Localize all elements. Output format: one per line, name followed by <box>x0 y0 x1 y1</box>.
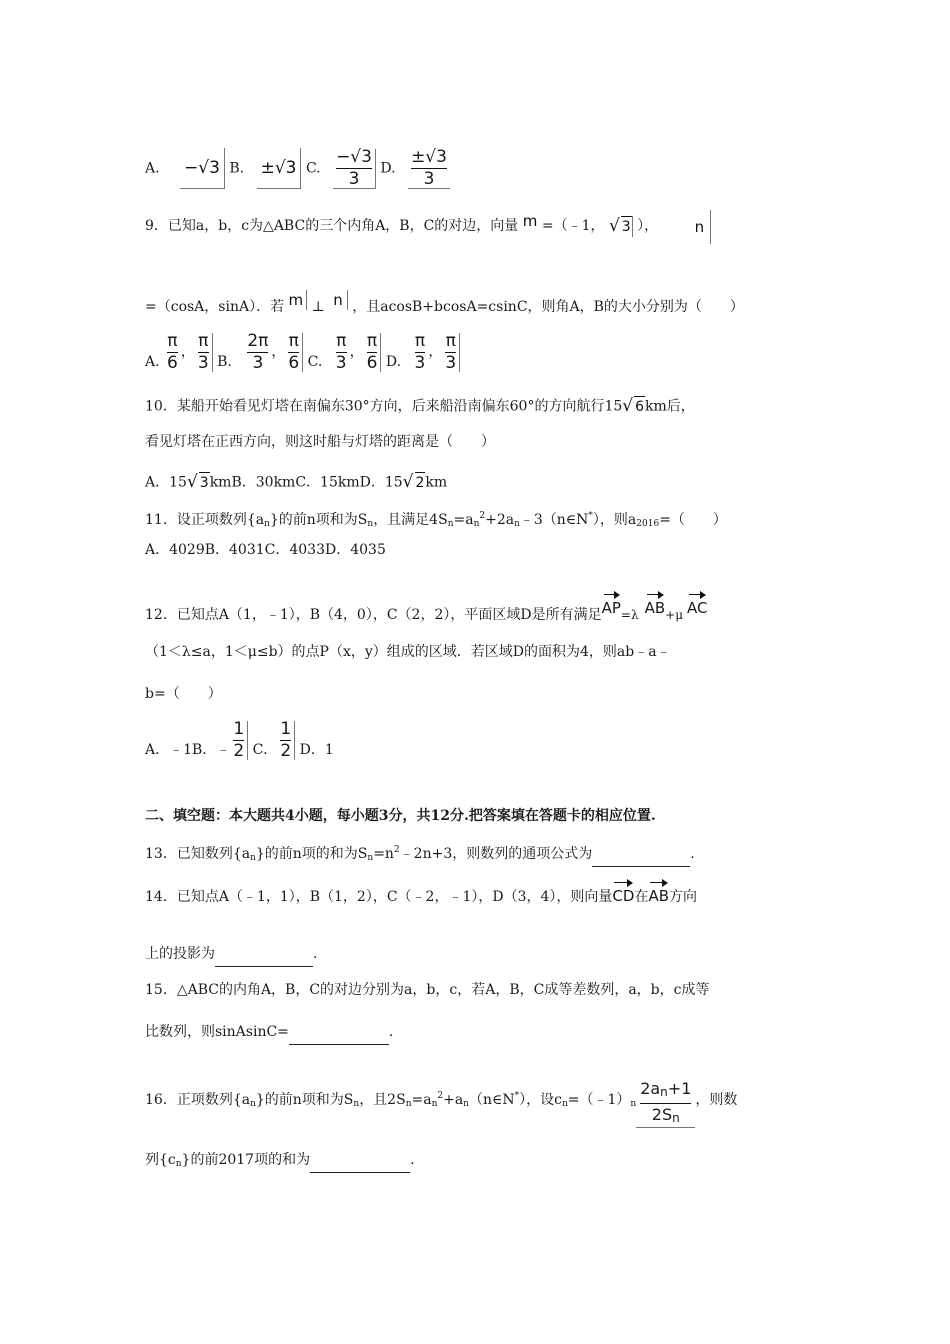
denominator: 3 <box>197 352 209 373</box>
sub-n: n <box>561 1099 568 1109</box>
q11-text: +2a <box>485 512 515 528</box>
q9-options-row <box>145 330 460 374</box>
q15-answer-blank[interactable] <box>289 1024 389 1045</box>
denominator: 6 <box>366 352 378 373</box>
vector-m-2: m <box>289 290 308 310</box>
q13-text: ﹣2n+3，则数列的通项公式为 <box>399 846 593 862</box>
q12-frac-b <box>230 718 248 761</box>
q9-option-a-label: A. <box>145 354 160 370</box>
q9-option-c-label: C. <box>307 354 323 370</box>
q12-opt-ab: A．﹣1B．﹣ <box>145 742 231 758</box>
denominator: 2 <box>233 740 245 761</box>
denominator: 3 <box>335 352 347 373</box>
comma: ， <box>180 344 195 360</box>
q16-text: ），设c <box>519 1092 562 1108</box>
vector-label: AB <box>644 599 666 617</box>
numerator: π <box>445 330 456 351</box>
q16-text: 16．正项数列{a <box>145 1092 251 1108</box>
q13-line <box>145 840 695 868</box>
q16-text: }的前n项和为S <box>255 1092 354 1108</box>
sup-star: * <box>514 1091 520 1101</box>
q8-option-d-fraction <box>408 146 450 189</box>
comma: ， <box>349 344 364 360</box>
q12-line-2 <box>145 642 671 662</box>
q8-option-b-value: ±√3 <box>257 148 302 189</box>
sub-n: n <box>250 1099 256 1109</box>
denominator: 3 <box>445 352 457 373</box>
q10-line-1 <box>145 396 695 417</box>
q9-text-2: =（﹣1， <box>541 218 605 234</box>
q11-line-1 <box>145 506 727 534</box>
q9-d-frac-1 <box>412 330 429 373</box>
q11-options <box>145 540 386 560</box>
q14-line-1 <box>145 880 697 907</box>
q12-line-3 <box>145 684 222 704</box>
radicand: 2 <box>415 472 426 493</box>
text: 2S <box>651 1105 673 1124</box>
q11-options-text: A．4029B．4031C．4033D．4035 <box>145 542 386 558</box>
sub-n: n <box>405 1099 412 1109</box>
q8-d-numerator: ±√3 <box>411 146 447 167</box>
q16-text: +a <box>443 1092 464 1108</box>
q9-d-frac-2 <box>442 330 460 373</box>
q9-c-frac-1 <box>333 330 350 373</box>
comma: ， <box>271 344 286 360</box>
q16-frac-numerator <box>640 1080 691 1101</box>
q8-options-row <box>145 148 450 188</box>
q16-text: ，且2S <box>359 1092 406 1108</box>
section-2-heading: 二、填空题：本大题共4小题，每小题3分，共12分.把答案填在答题卡的相应位置. <box>145 808 656 824</box>
sub-n: n <box>431 1099 438 1109</box>
q14-mid: 在 <box>634 889 649 905</box>
sub-n: n <box>367 853 374 863</box>
q9-text-3: ）， <box>637 218 659 234</box>
q13-text: }的前n项的和为S <box>255 846 368 862</box>
vector-label: AP <box>601 599 621 617</box>
q16-text: （n∈N <box>468 1092 515 1108</box>
q11-text: ，且满足4S <box>373 512 448 528</box>
vector-m: m <box>522 212 538 230</box>
q11-text: =（ ） <box>659 512 727 528</box>
q9-text-4: =（cosA，sinA）．若 <box>145 299 285 315</box>
q10-text-3: 看见灯塔在正西方向，则这时船与灯塔的距离是（ ） <box>145 434 495 450</box>
q11-text: }的前n项和为S <box>269 512 368 528</box>
vector-ab <box>645 592 666 618</box>
q8-option-d-label: D. <box>380 160 396 177</box>
comma: ， <box>428 344 443 360</box>
q11-text: =a <box>453 512 474 528</box>
q10-opt-d-end: km <box>425 474 448 491</box>
numerator: π <box>198 330 209 351</box>
q16-text: ，则数 <box>695 1092 738 1108</box>
q14-line-2 <box>145 944 317 967</box>
text: +1 <box>667 1079 692 1098</box>
q9-b-frac-2 <box>285 330 303 373</box>
q10-opt-a: A．15 <box>145 474 187 491</box>
vector-ap <box>602 592 621 618</box>
q12-text-2: （1＜λ≤a，1＜μ≤b）的点P（x，y）组成的区域．若区域D的面积为4，则ab﹣a﹣ <box>145 644 671 660</box>
q14-text-2: 方向 <box>669 889 697 905</box>
q8-option-a-label: A. <box>145 160 160 177</box>
sqrt-6: √ 6 <box>622 396 645 416</box>
numerator: 2π <box>247 330 269 351</box>
q13-text: 13．已知数列{a <box>145 846 251 862</box>
q15-line-2 <box>145 1022 393 1045</box>
sub-2016: 2016 <box>636 519 660 529</box>
sub-n: n <box>672 1111 680 1125</box>
q12-options <box>145 718 334 762</box>
q13-text: =n <box>373 846 394 862</box>
q16-end: . <box>410 1152 415 1168</box>
sub-n: n <box>353 1099 360 1109</box>
q16-fraction <box>636 1080 695 1128</box>
q9-line-2 <box>145 290 744 317</box>
denominator: 6 <box>288 352 300 373</box>
q12-text-3: b=（ ） <box>145 686 222 702</box>
vector-label: AB <box>648 887 669 905</box>
q14-answer-blank[interactable] <box>215 946 313 967</box>
q14-text-3: 上的投影为 <box>145 946 215 962</box>
vector-label: CD <box>612 887 635 905</box>
sub-n: n <box>473 519 480 529</box>
q8-option-c-label: C. <box>305 160 321 177</box>
denominator: 2 <box>280 740 292 761</box>
q16-line-2 <box>145 1150 415 1174</box>
vector-ab-2 <box>648 880 669 906</box>
q10-opt-rest: kmB．30kmC．15kmD．15 <box>209 474 403 491</box>
q10-text-2: km后， <box>645 398 695 415</box>
sub-n: n <box>514 519 520 529</box>
q9-line-1 <box>145 210 711 244</box>
q9-text-5: ，且acosB+bcosA=csinC，则角A，B的大小分别为（ ） <box>352 299 744 315</box>
q9-b-frac-1 <box>244 330 271 373</box>
q16-text: =（﹣1） <box>567 1092 631 1108</box>
q8-option-c-fraction <box>333 146 376 189</box>
q16-text: =a <box>411 1092 432 1108</box>
text: 2a <box>640 1079 661 1098</box>
q9-option-d-label: D. <box>385 354 402 370</box>
sub-n: n <box>175 1159 182 1169</box>
sqrt-3-b: √ 3 <box>186 472 209 492</box>
q14-text-1: 14．已知点A（﹣1，1），B（1，2），C（﹣2，﹣1），D（3，4），则向量 <box>145 889 613 905</box>
q16-answer-blank[interactable] <box>310 1152 410 1173</box>
perp-symbol: ⊥ <box>311 299 325 315</box>
q11-text: ），则a <box>592 512 637 528</box>
sub-n: n <box>660 1085 668 1099</box>
q12-lambda: =λ <box>620 608 639 622</box>
q9-c-frac-2 <box>364 330 382 373</box>
q8-d-denominator: 3 <box>423 168 435 189</box>
q12-frac-c <box>277 718 295 761</box>
q9-text-1: 9．已知a，b，c为△ABC的三个内角A，B，C的对边，向量 <box>145 218 519 234</box>
q8-option-a-value: −√3 <box>180 148 225 189</box>
vector-n: n <box>693 210 712 244</box>
q10-line-2 <box>145 432 495 452</box>
exponent-n: n <box>630 1099 637 1109</box>
q13-answer-blank[interactable] <box>592 846 690 867</box>
q9-a-frac-2 <box>195 330 213 373</box>
sub-n: n <box>264 519 270 529</box>
sub-n: n <box>447 519 454 529</box>
radicand: 3 <box>199 472 210 493</box>
vector-label: AC <box>687 599 708 617</box>
denominator: 6 <box>167 352 178 373</box>
sqrt-3: √ 3 <box>608 215 631 236</box>
numerator: 1 <box>280 718 292 739</box>
numerator: π <box>167 330 178 351</box>
q10-options <box>145 472 447 493</box>
q8-option-b-label: B. <box>229 160 245 177</box>
q9-option-b-label: B. <box>217 354 232 370</box>
numerator: π <box>366 330 378 351</box>
q9-a-frac-1 <box>164 330 181 373</box>
denominator: 3 <box>414 352 426 373</box>
numerator: 1 <box>233 718 245 739</box>
q15-end: . <box>388 1024 394 1040</box>
q13-end: . <box>690 846 695 862</box>
q10-text-1: 10．某船开始看见灯塔在南偏东30°方向，后来船沿南偏东60°的方向航行15 <box>145 398 623 415</box>
q12-opt-c: C． <box>252 742 278 758</box>
sqrt-2: √ 2 <box>402 472 425 492</box>
q12-opt-d: D．1 <box>299 742 334 758</box>
denominator: 3 <box>252 352 264 373</box>
q15-text-1: 15．△ABC的内角A，B，C的对边分别为a，b，c，若A，B，C成等差数列，a，b，c成等 <box>145 982 710 998</box>
sub-n: n <box>367 519 374 529</box>
numerator: π <box>288 330 299 351</box>
q12-mu: +μ <box>665 608 683 622</box>
q11-text: 11．设正项数列{a <box>145 512 265 528</box>
q12-line-1 <box>145 592 707 625</box>
q16-text: }的前2017项的和为 <box>181 1152 311 1168</box>
q8-c-numerator: −√3 <box>336 146 372 167</box>
sup-2: 2 <box>437 1091 444 1101</box>
q16-text: 列{c <box>145 1152 176 1168</box>
vector-ac <box>687 592 707 618</box>
sup-star: * <box>588 511 593 521</box>
vector-n-2: n <box>329 290 348 310</box>
sqrt-3-radicand: 3 <box>621 216 632 237</box>
sup-2: 2 <box>393 845 400 855</box>
q16-frac-denominator <box>652 1106 680 1127</box>
vector-cd <box>612 880 634 906</box>
q8-c-denominator: 3 <box>348 168 360 189</box>
numerator: π <box>336 330 347 351</box>
q16-line-1 <box>145 1052 738 1125</box>
numerator: π <box>414 330 426 351</box>
sub-n: n <box>463 1099 469 1109</box>
radicand: 6 <box>634 396 645 417</box>
sub-n: n <box>250 853 256 863</box>
q12-text-1: 12．已知点A（1，﹣1），B（4，0），C（2，2），平面区域D是所有满足 <box>145 607 602 623</box>
q11-text: ﹣3（n∈N <box>519 512 589 528</box>
q15-text-2: 比数列，则sinAsinC= <box>145 1024 289 1040</box>
sup-2: 2 <box>479 511 486 521</box>
q15-line-1 <box>145 980 709 1000</box>
q14-end: . <box>313 946 318 962</box>
